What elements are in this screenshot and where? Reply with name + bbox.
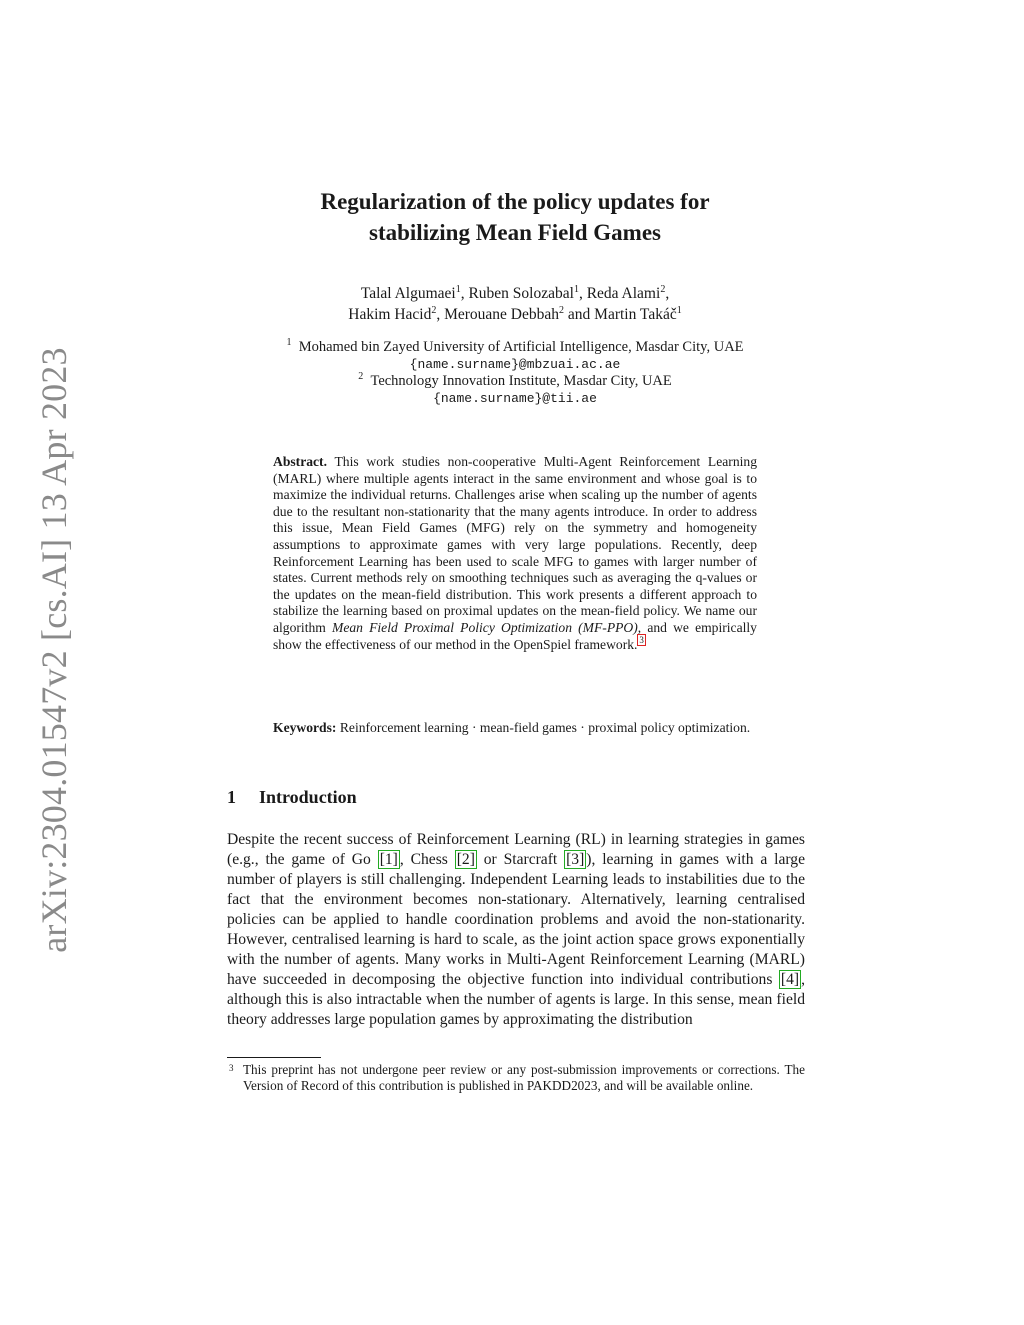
- footnote: [229, 1062, 805, 1095]
- arxiv-identifier: arXiv:2304.01547v2 [cs.AI] 13 Apr 2023: [34, 347, 74, 953]
- authors-line-1: [230, 283, 800, 304]
- affiliation-mark: 2: [358, 371, 364, 383]
- section-title: Introduction: [259, 787, 357, 807]
- intro-text: , although this is also intractable when the number of agents is large. In this sense, mean field theory addresses large population games by approximating the distribution: [227, 971, 805, 1028]
- affiliation-name: Mohamed bin Zayed University of Artificial Intelligence, Masdar City, UAE: [298, 339, 744, 355]
- citation-link[interactable]: [4]: [780, 971, 800, 988]
- author-affiliation-mark: 2: [559, 304, 565, 316]
- author-separator: and: [564, 306, 595, 323]
- affiliation-mark: 1: [286, 337, 292, 349]
- author-affiliation-mark: 1: [676, 304, 682, 316]
- citation-link[interactable]: [3]: [566, 851, 585, 868]
- author-separator: ,: [665, 285, 670, 302]
- author-name: Ruben Solozabal: [468, 285, 574, 302]
- footnote-mark: 3: [229, 1063, 234, 1073]
- title-line-1: Regularization of the policy updates for: [320, 189, 710, 214]
- author-affiliation-mark: 1: [455, 283, 461, 295]
- keywords: [273, 720, 757, 737]
- abstract-text-end: , and we empirically show the effectiveness of our method in the OpenSpiel framework.: [273, 619, 757, 652]
- authors-line-2: [230, 304, 800, 325]
- keywords-label: Keywords:: [273, 720, 337, 735]
- citation-link[interactable]: [1]: [379, 851, 398, 868]
- author-affiliation-mark: 2: [431, 304, 437, 316]
- author-separator: ,: [460, 285, 469, 302]
- title-line-2: stabilizing Mean Field Games: [369, 220, 661, 245]
- intro-text: ), learning in games with a large number of players is still challenging. Independent Learning leads to instabilities due to the fact that the environment becomes non-stationary. Alternatively, learning centralised policies can be applied to handle coordination problems and avoid the non-stationarity. However, centralised learning is hard to scale, as the joint action space grows exponentially with the number of agents. Many works in Multi-Agent Reinforcement Learning (MARL) have succeeded in decomposing the objective function into individual contributions: [227, 851, 806, 988]
- introduction-paragraph: [227, 830, 805, 1030]
- affiliation-name: Technology Innovation Institute, Masdar City, UAE: [370, 373, 672, 389]
- abstract-label: Abstract.: [273, 454, 327, 469]
- intro-text: , Chess: [399, 851, 455, 868]
- footnote-rule: [227, 1057, 321, 1058]
- paper-title: [230, 186, 800, 248]
- author-affiliation-mark: 1: [573, 283, 579, 295]
- author-name: Hakim Hacid: [348, 306, 432, 323]
- affiliation-2: [230, 373, 800, 390]
- author-name: Merouane Debbah: [444, 306, 560, 323]
- footnote-text: This preprint has not undergone peer review or any post-submission improvements or corrections. The Version of Record of this contribution is published in PAKDD2023, and will be available online.: [243, 1062, 805, 1094]
- section-number: 1: [227, 787, 236, 807]
- author-affiliation-mark: 2: [660, 283, 666, 295]
- keywords-text: Reinforcement learning · mean-field games · proximal policy optimization.: [339, 720, 751, 735]
- section-heading: [227, 787, 357, 808]
- affiliation-1: [230, 339, 800, 356]
- arxiv-identifier-sidebar: [28, 347, 80, 953]
- intro-text: or Starcraft: [476, 851, 565, 868]
- abstract: [273, 454, 757, 653]
- author-separator: ,: [436, 306, 445, 323]
- author-name: Martin Takáč: [594, 306, 677, 323]
- intro-text: Despite the recent success of Reinforcement Learning (RL) in learning strategies in games (e.g., the game of Go: [227, 831, 805, 868]
- affiliation-2-email: {name.surname}@tii.ae: [433, 391, 597, 406]
- author-name: Talal Algumaei: [360, 285, 456, 302]
- author-separator: ,: [578, 285, 587, 302]
- author-name: Reda Alami: [586, 285, 661, 302]
- affiliation-1-email: {name.surname}@mbzuai.ac.ae: [409, 357, 621, 372]
- abstract-text: This work studies non-cooperative Multi-Agent Reinforcement Learning (MARL) where multiple agents interact in the same environment and whose goal is to maximize the individual returns. Challenges arise when scaling up the number of agents due to the resultant non-stationarity that the many agents introduce. In order to address this issue, Mean Field Games (MFG) rely on the symmetry and homogeneity assumptions to approximate games with very large populations. Recently, deep Reinforcement Learning has been used to scale MFG to games with larger number of states. Current methods rely on smoothing techniques such as averaging the q-values or the updates on the mean-field distribution. This work presents a different approach to stabilize the learning based on proximal updates on the mean-field policy. We name our algorithm: [273, 454, 757, 635]
- affiliations: [230, 339, 800, 407]
- algorithm-name: Mean Field Proximal Policy Optimization (MF-PPO): [332, 619, 638, 635]
- citation-link[interactable]: [2]: [456, 851, 475, 868]
- author-list: [230, 283, 800, 325]
- footnote-link[interactable]: 3: [639, 635, 644, 645]
